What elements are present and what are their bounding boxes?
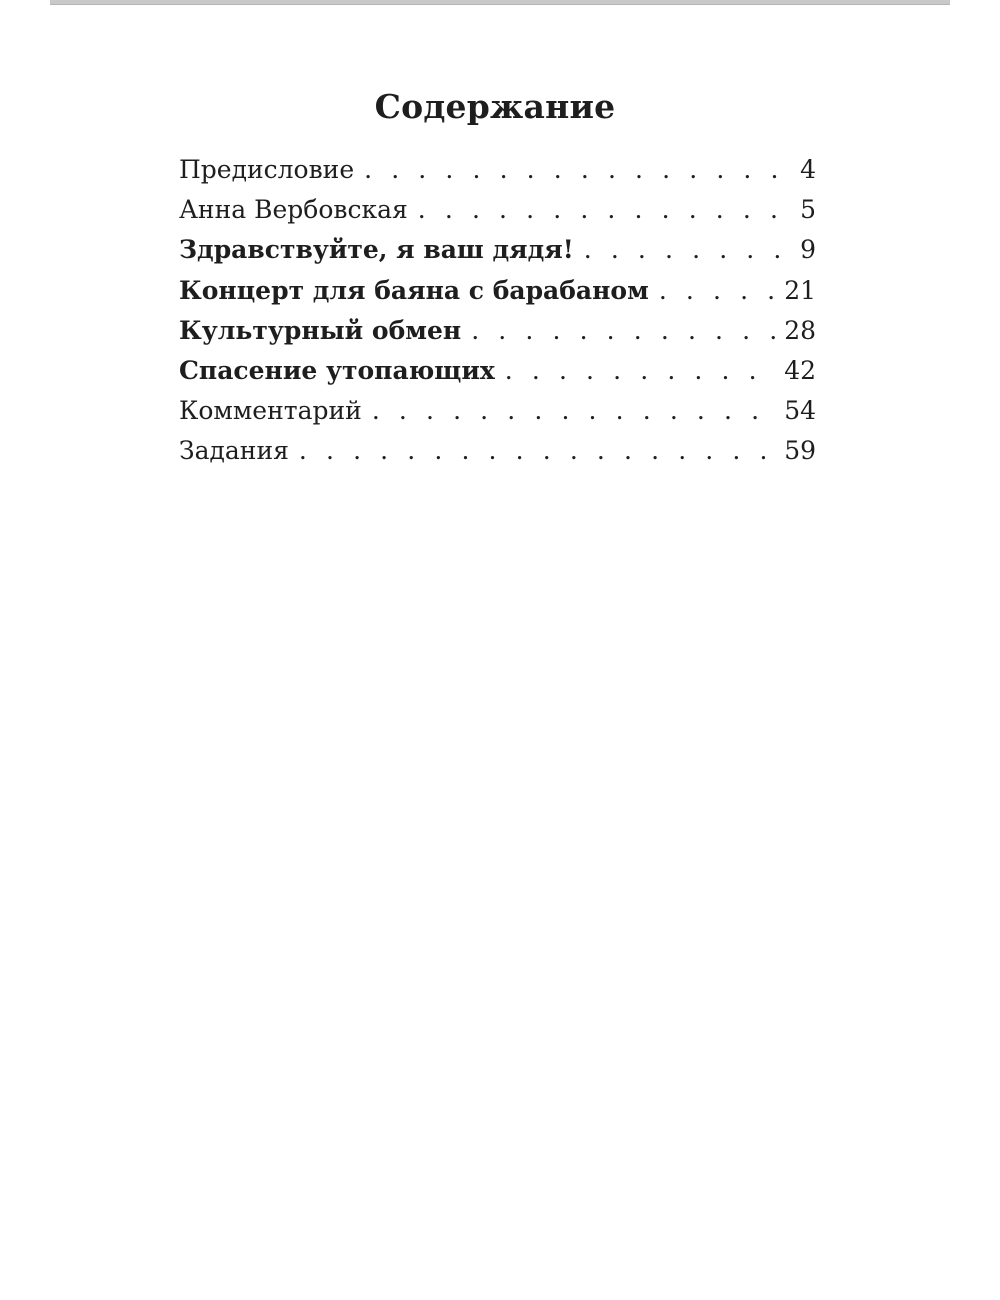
toc-entry[interactable] [179, 351, 816, 391]
toc-entry-page: 21 [784, 275, 816, 305]
dot-leader [649, 271, 778, 311]
toc-entry-page: 42 [784, 355, 816, 385]
dot-leader [495, 351, 778, 391]
toc-entry-title: Задания [179, 436, 289, 466]
toc-entry-page: 59 [784, 436, 816, 466]
toc-entry-page: 4 [800, 155, 816, 184]
table-of-contents [179, 150, 816, 472]
dot-leader [461, 311, 778, 351]
toc-entry[interactable] [179, 271, 816, 311]
dot-leader [289, 431, 778, 471]
toc-entry-title: Здравствуйте, я ваш дядя! [179, 235, 574, 265]
toc-entry[interactable] [179, 391, 816, 431]
toc-entry[interactable] [179, 190, 816, 230]
toc-entry-page: 9 [800, 235, 816, 265]
toc-entry-page: 54 [784, 396, 816, 426]
dot-leader [408, 190, 794, 230]
toc-entry-title: Анна Вербовская [179, 195, 408, 225]
toc-entry-title: Культурный обмен [179, 315, 462, 345]
toc-entry-page: 5 [800, 195, 816, 225]
dot-leader [354, 150, 794, 190]
toc-entry[interactable] [179, 150, 816, 190]
dot-leader [362, 391, 778, 431]
page-title: Содержание [374, 87, 616, 126]
toc-entry-title: Концерт для баяна с барабаном [179, 275, 649, 305]
toc-entry-title: Комментарий [179, 396, 362, 426]
dot-leader [574, 230, 794, 270]
toc-entry-page: 28 [784, 315, 816, 345]
toc-entry[interactable] [179, 311, 816, 351]
toc-entry-title: Предисловие [179, 155, 355, 184]
page-top-rule [50, 0, 950, 5]
toc-entry[interactable] [179, 431, 816, 471]
toc-entry[interactable] [179, 230, 816, 270]
toc-entry-title: Спасение утопающих [179, 355, 495, 385]
